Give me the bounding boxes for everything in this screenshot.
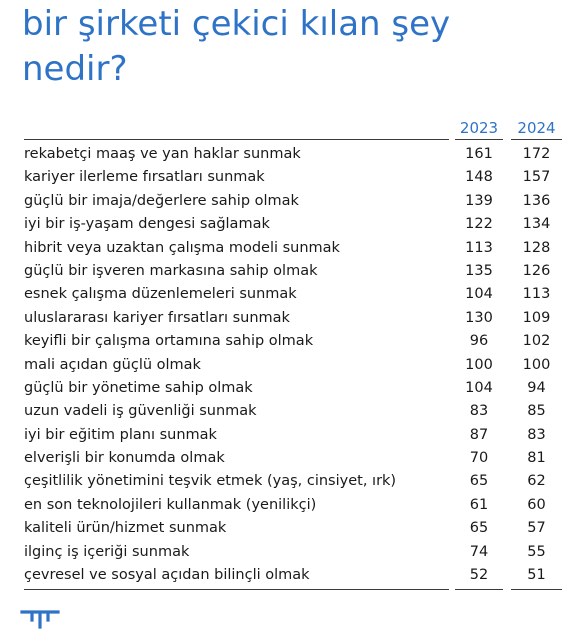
table-row [24,213,562,236]
row-label: güçlü bir imaja/değerlere sahip olmak [24,192,299,209]
header-rule-2024 [511,139,562,140]
row-value-2023: 161 [465,146,493,162]
row-value-2024: 81 [527,450,546,467]
row-value-2023: 65 [469,473,489,490]
row-value-2023: 113 [465,239,493,256]
attractiveness-table [24,117,562,587]
randstad-logo-icon [20,607,62,629]
row-value-2023: 87 [469,426,489,443]
footer-rule-2023 [455,589,503,590]
table-row [24,517,562,540]
row-value-2024: 83 [527,426,546,443]
page-title-line-1: bir şirketi çekici kılan şey [22,4,451,44]
row-value-2024: 157 [522,169,551,186]
row-value-2024: 102 [522,333,551,350]
table-row [24,237,562,260]
row-label: rekabetçi maaş ve yan haklar sunmak [24,146,301,162]
row-value-2023: 104 [465,379,493,396]
row-value-2024: 134 [522,216,551,233]
row-label: hibrit veya uzaktan çalışma modeli sunmak [24,239,340,256]
row-value-2023: 130 [465,309,493,326]
row-value-2024: 62 [527,473,546,490]
table-row [24,190,562,213]
row-value-2023: 148 [465,169,493,186]
row-value-2023: 52 [469,567,489,584]
row-label: keyifli bir çalışma ortamına sahip olmak [24,333,314,350]
table-row [24,330,562,353]
row-value-2023: 104 [465,286,493,303]
row-label: çeşitlilik yönetimini teşvik etmek (yaş, cinsiyet, ırk) [24,473,397,490]
row-label: uzun vadeli iş güvenliği sunmak [24,403,257,420]
row-label: kariyer ilerleme fırsatları sunmak [24,169,265,186]
row-value-2024: 172 [522,146,551,162]
row-value-2023: 70 [469,450,489,467]
footer-rule-label [24,589,449,590]
table-row [24,400,562,423]
page-title [22,2,567,92]
row-label: uluslararası kariyer fırsatları sunmak [24,309,290,326]
page-title-line-2: nedir? [22,49,128,89]
row-value-2024: 100 [522,356,551,373]
row-value-2023: 96 [469,333,489,350]
row-value-2024: 55 [527,543,546,560]
row-label: en son teknolojileri kullanmak (yenilikçi) [24,496,317,513]
table-header [24,117,562,140]
table-row [24,260,562,283]
table-body [24,143,562,587]
row-value-2023: 139 [465,192,493,209]
row-value-2024: 126 [522,262,551,279]
table-row [24,354,562,377]
row-value-2024: 60 [527,496,546,513]
header-rule-label [24,139,449,140]
row-value-2024: 113 [522,286,551,303]
table-row [24,447,562,470]
header-rule-2023 [455,139,503,140]
row-label: elverişli bir konumda olmak [24,450,225,467]
footer-rule-2024 [511,589,562,590]
row-label: mali açıdan güçlü olmak [24,356,201,373]
row-value-2023: 135 [465,262,493,279]
table-row [24,377,562,400]
row-value-2023: 74 [469,543,489,560]
row-label: ilginç iş içeriği sunmak [24,543,190,560]
row-value-2024: 136 [522,192,551,209]
row-label: esnek çalışma düzenlemeleri sunmak [24,286,297,303]
table-row [24,283,562,306]
column-header-2024: 2024 [517,119,556,137]
column-header-2023: 2023 [459,119,499,137]
table-row [24,143,562,166]
table-row [24,166,562,189]
row-value-2023: 61 [469,496,489,513]
table-row [24,564,562,587]
row-label: güçlü bir yönetime sahip olmak [24,379,253,396]
row-value-2024: 57 [527,520,546,537]
row-value-2023: 83 [469,403,489,420]
row-value-2024: 128 [522,239,551,256]
row-value-2023: 122 [465,216,493,233]
table-row [24,424,562,447]
row-label: kaliteli ürün/hizmet sunmak [24,520,227,537]
row-label: güçlü bir işveren markasına sahip olmak [24,262,318,279]
row-value-2024: 94 [527,379,546,396]
row-label: çevresel ve sosyal açıdan bilinçli olmak [24,567,310,584]
table-row [24,470,562,493]
row-label: iyi bir eğitim planı sunmak [24,426,217,443]
table-row [24,307,562,330]
row-value-2023: 100 [465,356,493,373]
row-value-2024: 51 [527,567,546,584]
row-value-2024: 109 [522,309,551,326]
row-label: iyi bir iş-yaşam dengesi sağlamak [24,216,270,233]
row-value-2023: 65 [469,520,489,537]
table-row [24,494,562,517]
row-value-2024: 85 [527,403,546,420]
table-row [24,541,562,564]
